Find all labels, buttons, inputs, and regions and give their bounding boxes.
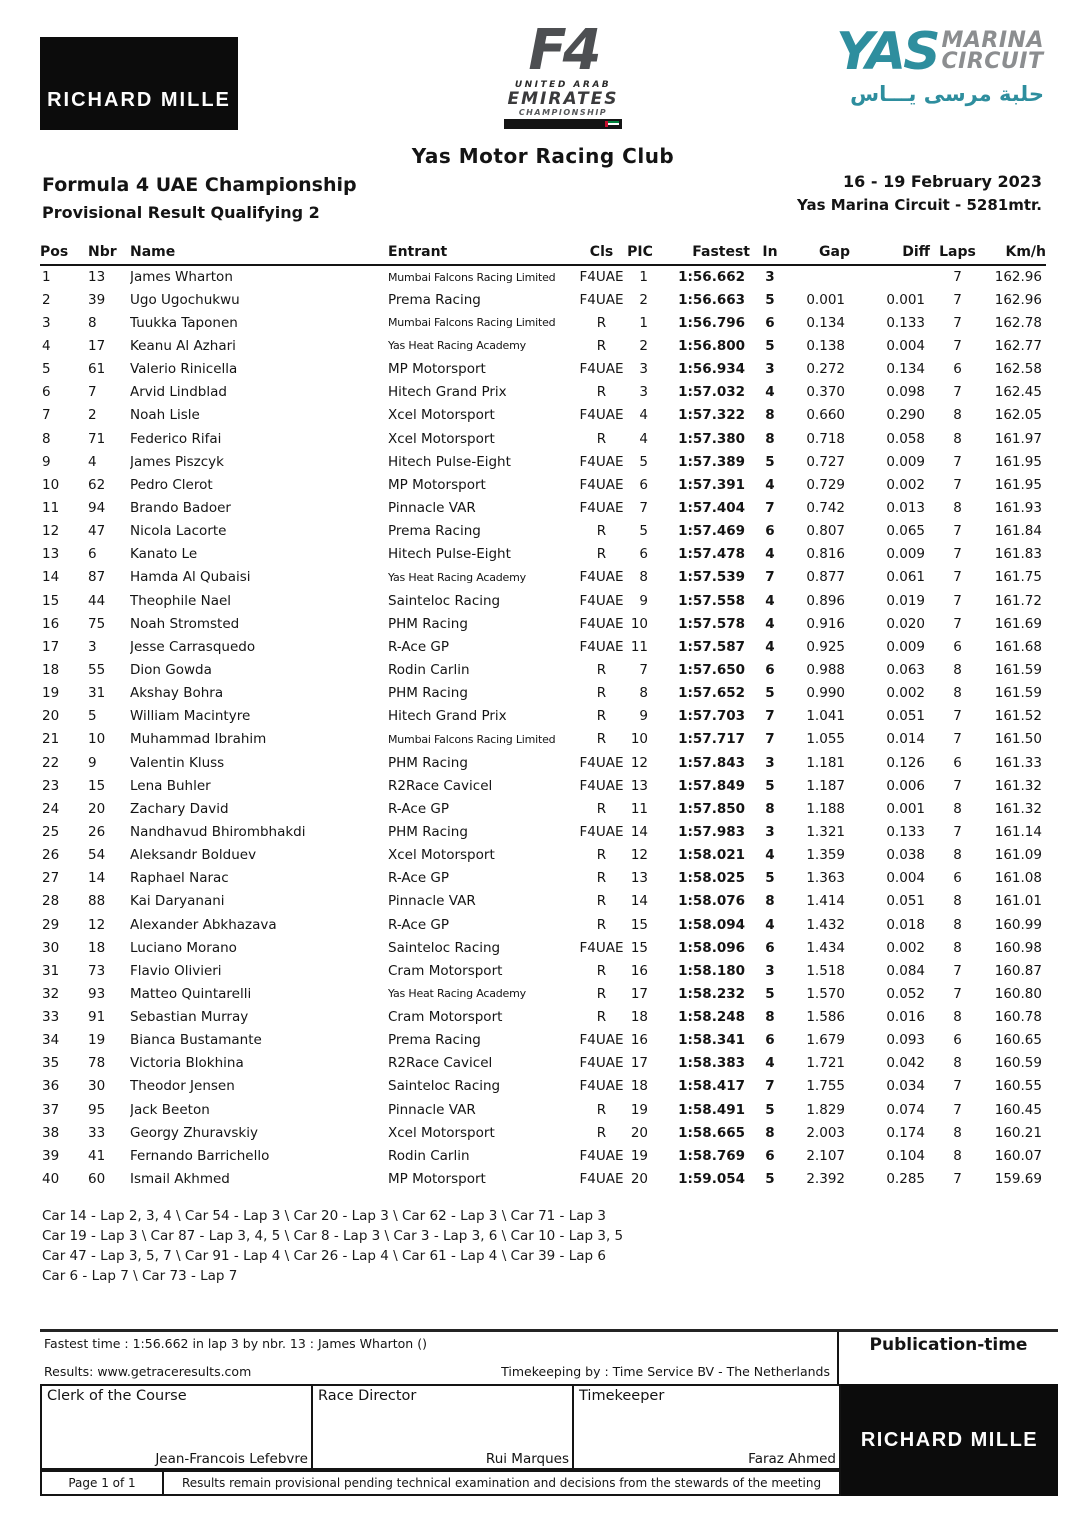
f4-logo-line3: CHAMPIONSHIP — [518, 108, 608, 117]
table-row: 2 39 Ugo Ugochukwu Prema Racing F4UAE 2 1:56.663 5 0.001 0.001 7 162.96 — [42, 291, 1042, 308]
table-row: 30 18 Luciano Morano Sainteloc Racing F4UAE 15 1:58.096 6 1.434 0.002 8 160.98 — [42, 939, 1042, 956]
clerk-cell — [42, 1386, 313, 1468]
table-row: 37 95 Jack Beeton Pinnacle VAR R 19 1:58.491 5 1.829 0.074 7 160.45 — [42, 1101, 1042, 1118]
event-date: 16 - 19 February 2023 — [843, 172, 1042, 191]
table-row: 9 4 James Piszcyk Hitech Pulse-Eight F4UAE 5 1:57.389 5 0.727 0.009 7 161.95 — [42, 453, 1042, 470]
table-row: 39 41 Fernando Barrichello Rodin Carlin F4UAE 19 1:58.769 6 2.107 0.104 8 160.07 — [42, 1147, 1042, 1164]
col-header-in: In — [750, 243, 790, 265]
yas-logo-word: YAS — [836, 22, 938, 82]
yas-arabic-text: حلبة مرسى يـــاس — [850, 82, 1044, 106]
footnotes — [42, 1206, 623, 1286]
col-header-cls: Cls — [578, 243, 625, 265]
race-director-name: Rui Marques — [485, 1451, 569, 1467]
f4-uae-championship-logo — [487, 18, 639, 129]
col-header-pos: Pos — [40, 243, 88, 265]
table-row: 13 6 Kanato Le Hitech Pulse-Eight R 6 1:57.478 4 0.816 0.009 7 161.83 — [42, 546, 1042, 563]
table-row: 10 62 Pedro Clerot MP Motorsport F4UAE 6 1:57.391 4 0.729 0.002 7 161.95 — [42, 476, 1042, 493]
table-row: 27 14 Raphael Narac R-Ace GP R 13 1:58.025 5 1.363 0.004 6 161.08 — [42, 870, 1042, 887]
col-header-diff: Diff — [850, 243, 930, 265]
table-row: 1 13 James Wharton Mumbai Falcons Racing Limited F4UAE 1 1:56.662 3 7 162.96 — [42, 269, 1042, 286]
table-row: 29 12 Alexander Abkhazava R-Ace GP R 15 1:58.094 4 1.432 0.018 8 160.99 — [42, 916, 1042, 933]
col-header-laps: Laps — [930, 243, 985, 265]
table-row: 17 3 Jesse Carrasquedo R-Ace GP F4UAE 11 1:57.587 4 0.925 0.009 6 161.68 — [42, 638, 1042, 655]
timekeeping-credit: Timekeeping by : Time Service BV - The Netherlands — [501, 1364, 830, 1379]
race-director-cell — [313, 1386, 574, 1468]
page-footer-row — [40, 1470, 841, 1496]
table-row: 16 75 Noah Stromsted PHM Racing F4UAE 10 1:57.578 4 0.916 0.020 7 161.69 — [42, 615, 1042, 632]
circuit-text: CIRCUIT — [941, 49, 1044, 74]
table-row: 6 7 Arvid Lindblad Hitech Grand Prix R 3 1:57.032 4 0.370 0.098 7 162.45 — [42, 384, 1042, 401]
richard-mille-footer-logo — [841, 1384, 1058, 1496]
results-table-wrap — [40, 243, 1046, 1191]
table-row: 33 91 Sebastian Murray Cram Motorsport R 18 1:58.248 8 1.586 0.016 8 160.78 — [42, 1009, 1042, 1026]
col-header-name: Name — [130, 243, 388, 265]
fastest-time-line: Fastest time : 1:56.662 in lap 3 by nbr. 13 : James Wharton () — [44, 1336, 427, 1351]
table-row: 21 10 Muhammad Ibrahim Mumbai Falcons Racing Limited R 10 1:57.717 7 1.055 0.014 7 161.50 — [42, 731, 1042, 748]
table-row: 8 71 Federico Rifai Xcel Motorsport R 4 1:57.380 8 0.718 0.058 8 161.97 — [42, 430, 1042, 447]
table-row: 12 47 Nicola Lacorte Prema Racing R 5 1:57.469 6 0.807 0.065 7 161.84 — [42, 523, 1042, 540]
col-header-kmh: Km/h — [985, 243, 1046, 265]
f4-logo-line1: UNITED ARAB — [514, 80, 612, 90]
table-row: 31 73 Flavio Olivieri Cram Motorsport R 16 1:58.180 3 1.518 0.084 7 160.87 — [42, 962, 1042, 979]
disclaimer: Results remain provisional pending technical examination and decisions from the stewards of the meeting — [181, 1476, 822, 1490]
table-row: 28 88 Kai Daryanani Pinnacle VAR R 14 1:58.076 8 1.414 0.051 8 161.01 — [42, 893, 1042, 910]
table-row: 19 31 Akshay Bohra PHM Racing R 8 1:57.652 5 0.990 0.002 8 161.59 — [42, 685, 1042, 702]
marina-circuit-text — [942, 30, 1044, 72]
richard-mille-logo — [40, 37, 238, 130]
signature-table — [40, 1384, 841, 1470]
table-row: 38 33 Georgy Zhuravskiy Xcel Motorsport R 20 1:58.665 8 2.003 0.174 8 160.21 — [42, 1124, 1042, 1141]
clerk-name: Jean-Francois Lefebvre — [155, 1451, 308, 1467]
table-row: 40 60 Ismail Akhmed MP Motorsport F4UAE 20 1:59.054 5 2.392 0.285 7 159.69 — [42, 1171, 1042, 1188]
publication-time-label: Publication-time — [869, 1335, 1028, 1355]
table-row: 3 8 Tuukka Taponen Mumbai Falcons Racing Limited R 1 1:56.796 6 0.134 0.133 7 162.78 — [42, 314, 1042, 331]
results-table — [40, 243, 1046, 1191]
race-director-label: Race Director — [318, 1388, 417, 1404]
timekeeper-cell — [574, 1386, 839, 1468]
timekeeper-label: Timekeeper — [579, 1388, 665, 1404]
table-row: 22 9 Valentin Kluss PHM Racing F4UAE 12 1:57.843 3 1.181 0.126 6 161.33 — [42, 754, 1042, 771]
col-header-fastest: Fastest — [655, 243, 750, 265]
results-tbody — [40, 265, 1046, 1191]
col-header-nbr: Nbr — [88, 243, 130, 265]
yas-marina-circuit-logo — [794, 22, 1044, 106]
timekeeper-name: Faraz Ahmed — [748, 1451, 836, 1467]
table-row: 25 26 Nandhavud Bhirombhakdi PHM Racing F4UAE 14 1:57.983 3 1.321 0.133 7 161.14 — [42, 823, 1042, 840]
table-row: 18 55 Dion Gowda Rodin Carlin R 7 1:57.650 6 0.988 0.063 8 161.59 — [42, 661, 1042, 678]
table-row: 34 19 Bianca Bustamante Prema Racing F4UAE 16 1:58.341 6 1.679 0.093 6 160.65 — [42, 1032, 1042, 1049]
f4-logo-line2: EMIRATES — [507, 89, 619, 109]
page-number: Page 1 of 1 — [42, 1472, 164, 1494]
marina-text: MARINA — [941, 28, 1044, 53]
table-row: 11 94 Brando Badoer Pinnacle VAR F4UAE 7 1:57.404 7 0.742 0.013 8 161.93 — [42, 499, 1042, 516]
richard-mille-footer-text: RICHARD MILLE — [860, 1428, 1039, 1451]
footnote-line: Car 6 - Lap 7 \ Car 73 - Lap 7 — [42, 1268, 238, 1284]
uae-flag-icon — [605, 121, 619, 127]
club-title: Yas Motor Racing Club — [411, 144, 675, 168]
table-row: 24 20 Zachary David R-Ace GP R 11 1:57.850 8 1.188 0.001 8 161.32 — [42, 800, 1042, 817]
table-row: 20 5 William Macintyre Hitech Grand Prix R 9 1:57.703 7 1.041 0.051 7 161.52 — [42, 708, 1042, 725]
results-header-row — [40, 243, 1046, 265]
table-row: 5 61 Valerio Rinicella MP Motorsport F4UAE 3 1:56.934 3 0.272 0.134 6 162.58 — [42, 361, 1042, 378]
f4-logo-bar — [504, 119, 622, 129]
col-header-entrant: Entrant — [388, 243, 578, 265]
publication-time-box — [837, 1332, 1058, 1384]
table-row: 15 44 Theophile Nael Sainteloc Racing F4UAE 9 1:57.558 4 0.896 0.019 7 161.72 — [42, 592, 1042, 609]
table-row: 32 93 Matteo Quintarelli Yas Heat Racing Academy R 17 1:58.232 5 1.570 0.052 7 160.80 — [42, 985, 1042, 1002]
table-row: 26 54 Aleksandr Bolduev Xcel Motorsport R 12 1:58.021 4 1.359 0.038 8 161.09 — [42, 847, 1042, 864]
championship-title: Formula 4 UAE Championship — [42, 174, 357, 196]
table-row: 23 15 Lena Buhler R2Race Cavicel F4UAE 13 1:57.849 5 1.187 0.006 7 161.32 — [42, 777, 1042, 794]
table-row: 36 30 Theodor Jensen Sainteloc Racing F4UAE 18 1:58.417 7 1.755 0.034 7 160.55 — [42, 1078, 1042, 1095]
col-header-gap: Gap — [790, 243, 850, 265]
richard-mille-logo-text: RICHARD MILLE — [47, 89, 231, 111]
session-title: Provisional Result Qualifying 2 — [42, 203, 320, 222]
footnote-line: Car 47 - Lap 3, 5, 7 \ Car 91 - Lap 4 \ Car 26 - Lap 4 \ Car 61 - Lap 4 \ Car 39 - Lap 6 — [42, 1248, 606, 1264]
table-row: 35 78 Victoria Blokhina R2Race Cavicel F4UAE 17 1:58.383 4 1.721 0.042 8 160.59 — [42, 1055, 1042, 1072]
table-row: 14 87 Hamda Al Qubaisi Yas Heat Racing Academy F4UAE 8 1:57.539 7 0.877 0.061 7 161.75 — [42, 569, 1042, 586]
footnote-line: Car 14 - Lap 2, 3, 4 \ Car 54 - Lap 3 \ Car 20 - Lap 3 \ Car 62 - Lap 3 \ Car 71 - Lap 3 — [42, 1208, 606, 1224]
clerk-label: Clerk of the Course — [47, 1388, 187, 1404]
footnote-line: Car 19 - Lap 3 \ Car 87 - Lap 3, 4, 5 \ Car 8 - Lap 3 \ Car 3 - Lap 3, 6 \ Car 10 - Lap 3, 5 — [42, 1228, 624, 1244]
table-row: 4 17 Keanu Al Azhari Yas Heat Racing Academy R 2 1:56.800 5 0.138 0.004 7 162.77 — [42, 337, 1042, 354]
table-row: 7 2 Noah Lisle Xcel Motorsport F4UAE 4 1:57.322 8 0.660 0.290 8 162.05 — [42, 407, 1042, 424]
f4-logo-mark: F4 — [528, 18, 598, 83]
results-url: Results: www.getraceresults.com — [44, 1364, 252, 1379]
col-header-pic: PIC — [625, 243, 655, 265]
event-circuit: Yas Marina Circuit - 5281mtr. — [797, 196, 1042, 214]
